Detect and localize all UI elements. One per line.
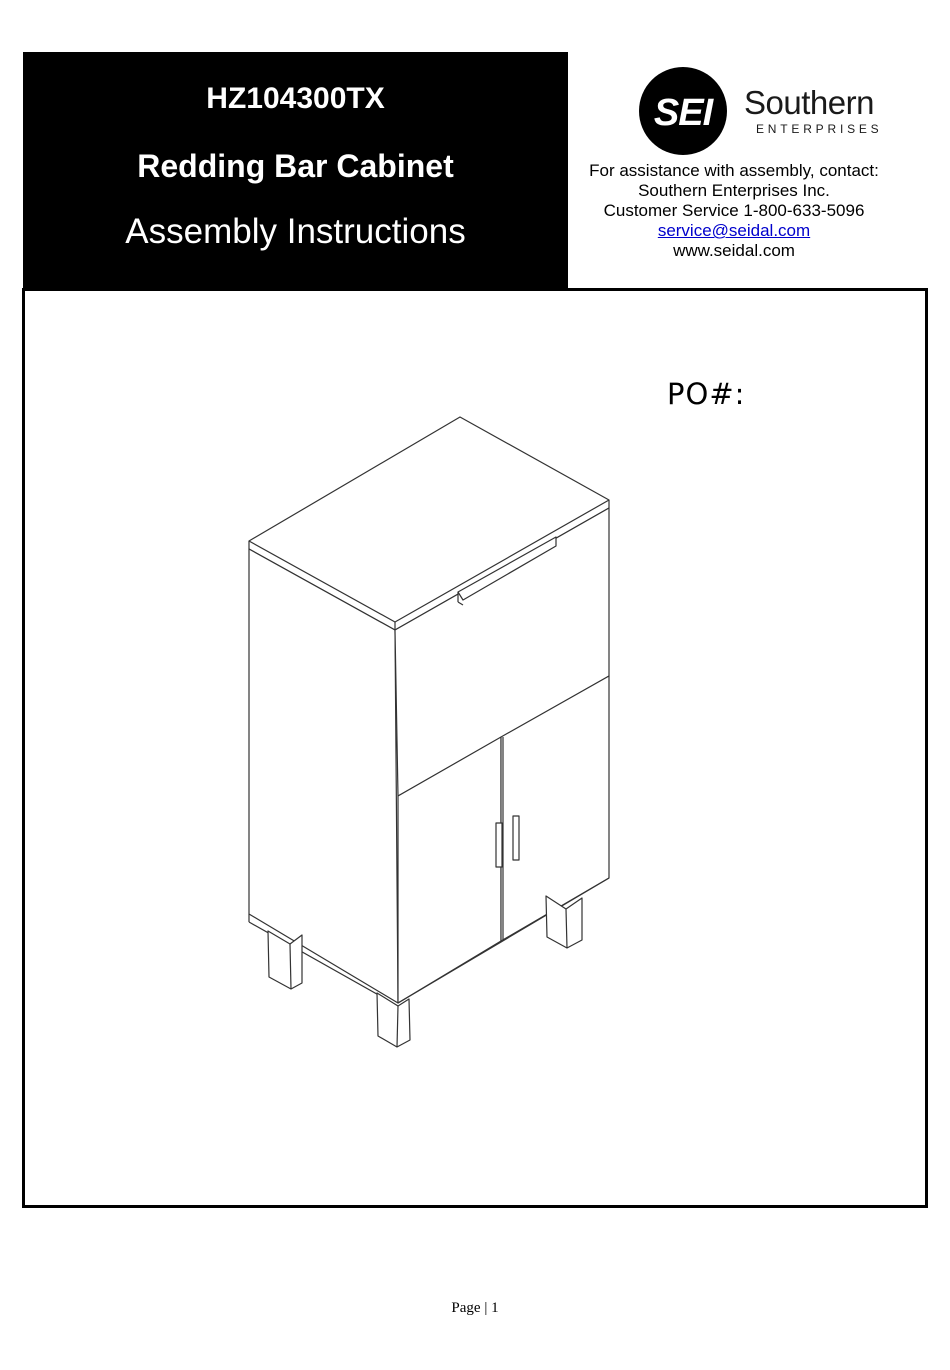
- contact-intro: For assistance with assembly, contact:: [589, 161, 879, 180]
- logo-wordmark: Southern: [744, 84, 874, 121]
- model-number: HZ104300TX: [206, 82, 385, 115]
- document-type: Assembly Instructions: [125, 212, 466, 251]
- sei-logo-mark-text: SEI: [653, 92, 713, 134]
- contact-website: www.seidal.com: [673, 241, 795, 260]
- contact-info: [572, 161, 896, 261]
- title-block: [23, 52, 568, 290]
- contact-phone: Customer Service 1-800-633-5096: [603, 201, 865, 220]
- logo-subtitle: ENTERPRISES: [756, 122, 883, 136]
- po-label: PO#:: [667, 377, 746, 411]
- product-name: Redding Bar Cabinet: [137, 148, 454, 184]
- page-number: Page | 1: [451, 1300, 499, 1316]
- contact-company: Southern Enterprises Inc.: [638, 181, 830, 200]
- sei-logo-mark: [639, 67, 727, 155]
- contact-email-link[interactable]: service@seidal.com: [657, 221, 811, 240]
- sei-logo: [638, 66, 888, 156]
- bar-cabinet-icon: [240, 410, 620, 1060]
